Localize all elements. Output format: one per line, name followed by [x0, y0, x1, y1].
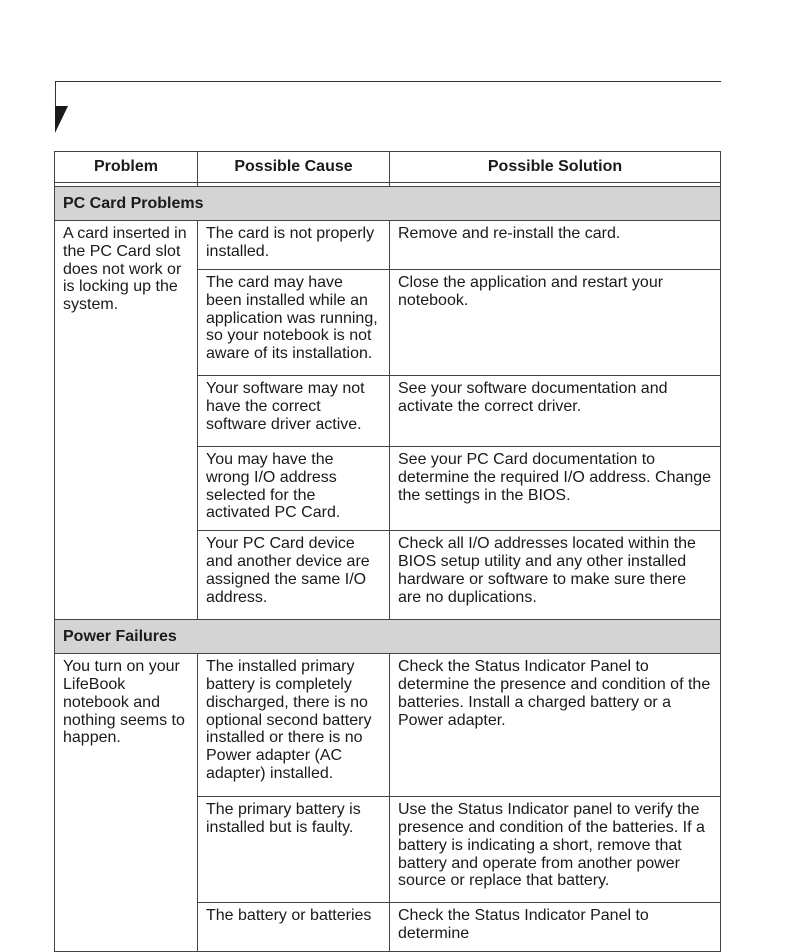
- cause-text: Your PC Card device and another device are assigned the same I/O address.: [198, 531, 390, 620]
- problem-text: You turn on your LifeBook notebook and nothing seems to happen.: [55, 654, 198, 952]
- section-header-power-failures: [55, 620, 721, 654]
- solution-text: Check the Status Indicator Panel to determine the presence and condition of the batteries. Install a charged battery or a Power adapter.: [390, 654, 721, 797]
- troubleshooting-table: [54, 151, 721, 952]
- cause-text: The card may have been installed while an application was running, so your notebook is not aware of its installation.: [198, 270, 390, 376]
- cause-text: The installed primary battery is completely discharged, there is no optional second battery installed or there is no Power adapter (AC adapter) installed.: [198, 654, 390, 797]
- solution-text: Use the Status Indicator panel to verify the presence and condition of the batteries. If a battery is indicating a short, remove that battery and operate from another power source or replace that battery.: [390, 797, 721, 903]
- solution-text: See your software documentation and activate the correct driver.: [390, 376, 721, 447]
- page-corner-rule: [55, 81, 56, 109]
- page-corner-tab: [55, 106, 68, 133]
- cause-text: The card is not properly installed.: [198, 221, 390, 270]
- section-header-pc-card-problems: [55, 187, 721, 221]
- cause-text: You may have the wrong I/O address selected for the activated PC Card.: [198, 447, 390, 531]
- section-title: PC Card Problems: [55, 187, 721, 221]
- solution-text: Remove and re-install the card.: [390, 221, 721, 270]
- problem-text: A card inserted in the PC Card slot does not work or is locking up the system.: [55, 221, 198, 620]
- table-row: [55, 654, 721, 797]
- page-header-rule: [55, 81, 721, 82]
- cause-text: Your software may not have the correct software driver active.: [198, 376, 390, 447]
- solution-text: Check the Status Indicator Panel to determine: [390, 903, 721, 952]
- header-possible-cause: Possible Cause: [198, 152, 390, 183]
- header-possible-solution: Possible Solution: [390, 152, 721, 183]
- table-row: [55, 221, 721, 270]
- table-header-row: [55, 152, 721, 183]
- cause-text: The primary battery is installed but is faulty.: [198, 797, 390, 903]
- header-problem: Problem: [55, 152, 198, 183]
- section-title: Power Failures: [55, 620, 721, 654]
- solution-text: Check all I/O addresses located within the BIOS setup utility and any other installed hardware or software to make sure there are no duplications.: [390, 531, 721, 620]
- cause-text: The battery or batteries: [198, 903, 390, 952]
- solution-text: See your PC Card documentation to determine the required I/O address. Change the settings in the BIOS.: [390, 447, 721, 531]
- solution-text: Close the application and restart your notebook.: [390, 270, 721, 376]
